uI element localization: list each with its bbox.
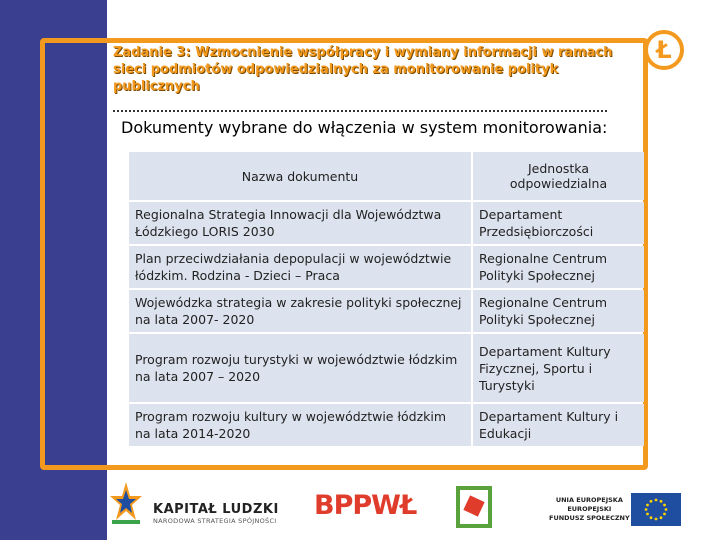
unit-cell: Regionalne Centrum Polityki Społecznej	[473, 290, 644, 332]
unit-cell: Departament Kultury Fizycznej, Sportu i Turystyki	[473, 334, 644, 402]
eu-line-3: FUNDUSZ SPOŁECZNY	[549, 514, 630, 522]
eu-line-2: EUROPEJSKI	[567, 505, 612, 513]
kapital-ludzki-star-icon	[108, 480, 144, 526]
header-responsible-unit: Jednostka odpowiedzialna	[473, 152, 644, 200]
document-cell: Program rozwoju kultury w województwie łódzkim na lata 2014-2020	[129, 404, 471, 446]
table-row	[129, 202, 644, 244]
table-row	[129, 290, 644, 332]
unit-cell: Regionalne Centrum Polityki Społecznej	[473, 246, 644, 288]
unit-cell: Departament Przedsiębiorczości	[473, 202, 644, 244]
table-row	[129, 404, 644, 446]
kapital-ludzki-title: KAPITAŁ LUDZKI	[153, 502, 279, 517]
kapital-ludzki-subtitle: NARODOWA STRATEGIA SPÓJNOŚCI	[153, 517, 277, 525]
title-divider	[113, 110, 607, 112]
header-document-name: Nazwa dokumentu	[129, 152, 471, 200]
table-row	[129, 334, 644, 402]
slide-title: Zadanie 3: Wzmocnienie współpracy i wymiany informacji w ramach sieci podmiotów odpowiedzialnych za monitorowanie polityk publicznych	[113, 45, 613, 94]
table-header-row	[129, 152, 644, 200]
slide-subtitle: Dokumenty wybrane do włączenia w system monitorowania:	[121, 118, 608, 137]
documents-table	[127, 150, 646, 448]
green-map-logo-icon	[456, 486, 492, 528]
unit-cell: Departament Kultury i Edukacji	[473, 404, 644, 446]
lodzkie-logo-icon: Ł	[644, 30, 684, 70]
document-cell: Plan przeciwdziałania depopulacji w województwie łódzkim. Rodzina - Dzieci – Praca	[129, 246, 471, 288]
eu-flag-icon	[631, 493, 681, 526]
document-cell: Wojewódzka strategia w zakresie polityki społecznej na lata 2007- 2020	[129, 290, 471, 332]
document-cell: Regionalna Strategia Innowacji dla Województwa Łódzkiego LORIS 2030	[129, 202, 471, 244]
bppwl-logo: BPPWŁ	[314, 490, 417, 521]
table-row	[129, 246, 644, 288]
eu-fund-label	[549, 496, 630, 523]
document-cell: Program rozwoju turystyki w województwie łódzkim na lata 2007 – 2020	[129, 334, 471, 402]
eu-line-1: UNIA EUROPEJSKA	[555, 496, 623, 504]
